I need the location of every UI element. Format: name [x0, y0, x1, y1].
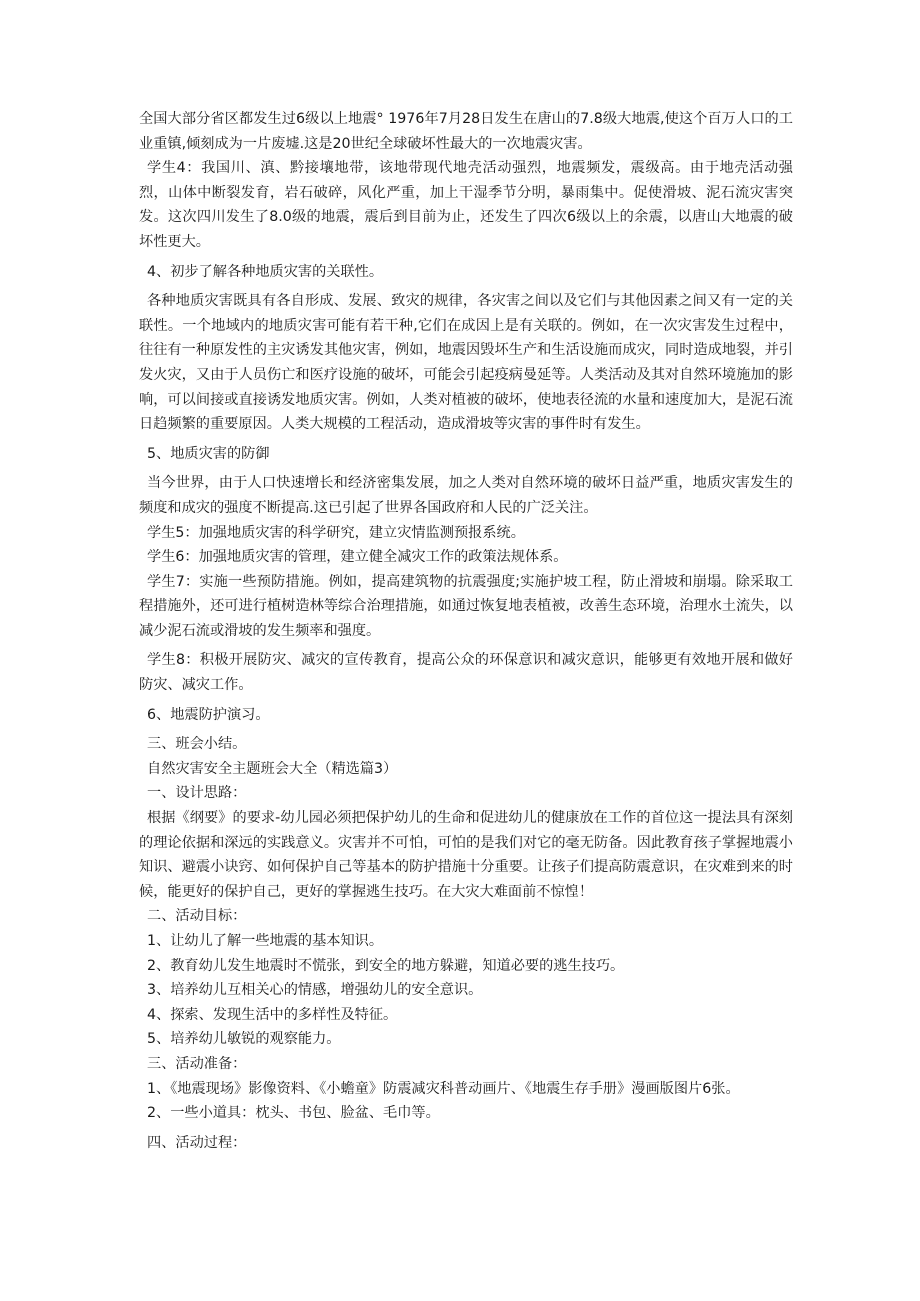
- prep-item-2: 2、一些小道具：枕头、书包、脸盆、毛巾等。: [147, 1105, 440, 1122]
- paragraph-student-8: 学生8：积极开展防灾、减灾的宣传教育，提高公众的环保意识和减灾意识，能够更有效地开展和做好防灾、减灾工作。: [139, 652, 793, 694]
- heading-preparation: 三、活动准备：: [147, 1055, 247, 1072]
- heading-relation: 4、初步了解各种地质灾害的关联性。: [147, 263, 384, 280]
- paragraph-relation: 各种地质灾害既具有各自形成、发展、致灾的规律，各灾害之间以及它们与其他因素之间又有一定的关联性。一个地域内的地质灾害可能有若干种,它们在成因上是有关联的。例如，在一次灾害发生过程中，往往有一种原发性的主灾诱发其他灾害，例如，地震因毁坏生产和生活设施而成灾，同时造成地裂，并引发火灾，又由于人员伤亡和医疗设施的破坏，可能会引起疫病曼延等。人类活动及其对自然环境施加的影响，可以间接或直接诱发地质灾害。例如，人类对植被的破坏，使地表径流的水量和速度加大，是泥石流日趋频繁的重要原因。人类大规模的工程活动，造成滑坡等灾害的事件时有发生。: [139, 293, 793, 433]
- heading-process: 四、活动过程：: [147, 1134, 247, 1151]
- heading-summary: 三、班会小结。: [147, 736, 247, 753]
- paragraph-student-7: 学生7：实施一些预防措施。例如，提高建筑物的抗震强度;实施护坡工程，防止滑坡和崩塌。除采取工程措施外，还可进行植树造林等综合治理措施，如通过恢复地表植被，改善生态环境，治理水土流失，以减少泥石流或滑坡的发生频率和强度。: [139, 573, 793, 639]
- goal-item-3: 3、培养幼儿互相关心的情感，增强幼儿的安全意识。: [147, 982, 483, 999]
- heading-design: 一、设计思路：: [147, 785, 247, 802]
- heading-defense: 5、地质灾害的防御: [147, 445, 270, 462]
- prep-item-1: 1、《地震现场》影像资料、《小蟾童》防震减灾科普动画片、《地震生存手册》漫画版图片6张。: [147, 1080, 740, 1097]
- paragraph-student-5: 学生5：加强地质灾害的科学研究，建立灾情监测预报系统。: [147, 524, 525, 541]
- paragraph-student-4: 学生4：我国川、滇、黔接壤地带，该地带现代地壳活动强烈，地震频发，震级高。由于地壳活动强烈，山体中断裂发育，岩石破碎，风化严重，加上干湿季节分明，暴雨集中。促使滑坡、泥石流灾害突发。这次四川发生了8.0级的地震，震后到目前为止，还发生了四次6级以上的余震，以唐山大地震的破坏性更大。: [139, 160, 793, 250]
- section-title: 自然灾害安全主题班会大全（精选篇3）: [147, 760, 398, 777]
- goal-item-5: 5、培养幼儿敏锐的观察能力。: [147, 1031, 341, 1048]
- paragraph-design: 根据《纲要》的要求-幼儿园必须把保护幼儿的生命和促进幼儿的健康放在工作的首位这一提法具有深刻的理论依据和深远的实践意义。灾害并不可怕，可怕的是我们对它的毫无防备。因此教育孩子掌握地震小知识、避震小诀窍、如何保护自己等基本的防护措施十分重要。让孩子们提高防震意识，在灾难到来的时候，能更好的保护自己，更好的掌握逃生技巧。在大灾大难面前不惊惶！: [139, 810, 793, 900]
- paragraph-intro: 全国大部分省区都发生过6级以上地震° 1976年7月28日发生在唐山的7.8级大地震,使这个百万人口的工业重镇,倾刻成为一片废墟.这是20世纪全球破坏性最大的一次地震灾害。: [139, 111, 793, 152]
- paragraph-student-6: 学生6：加强地质灾害的管理，建立健全减灾工作的政策法规体系。: [147, 549, 568, 566]
- goal-item-4: 4、探索、发现生活中的多样性及特征。: [147, 1006, 398, 1023]
- heading-goals: 二、活动目标：: [147, 908, 247, 925]
- goal-item-1: 1、让幼儿了解一些地震的基本知识。: [147, 933, 384, 949]
- goal-item-2: 2、教育幼儿发生地震时不慌张，到安全的地方躲避，知道必要的逃生技巧。: [147, 957, 625, 974]
- paragraph-defense: 当今世界，由于人口快速增长和经济密集发展，加之人类对自然环境的破坏日益严重，地质灾害发生的频度和成灾的强度不断提高.这已引起了世界各国政府和人民的广泛关注。: [139, 475, 793, 516]
- heading-drill: 6、地震防护演习。: [147, 706, 270, 723]
- document-body: [139, 107, 793, 1155]
